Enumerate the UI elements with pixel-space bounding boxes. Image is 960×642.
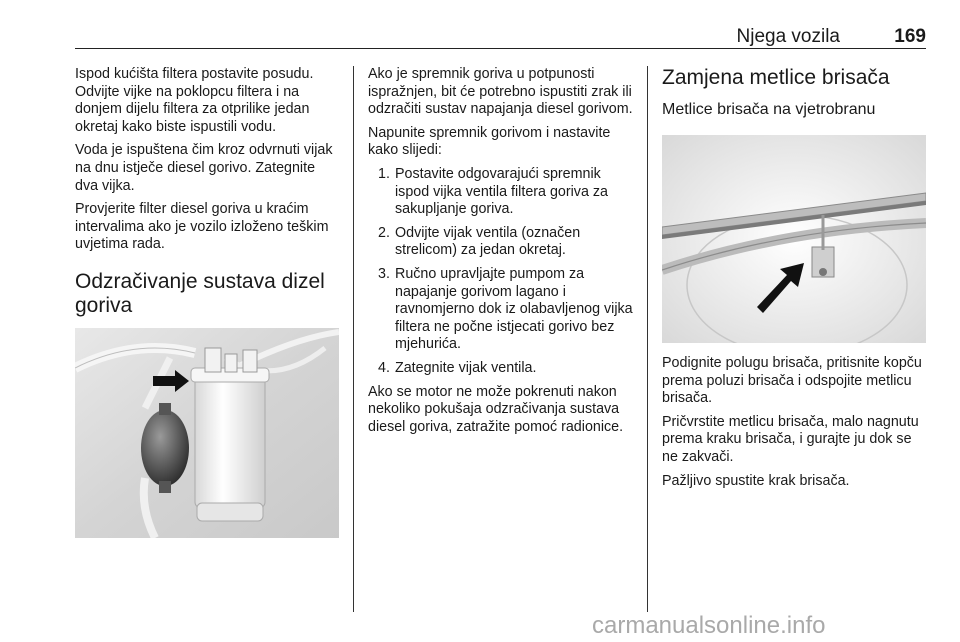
list-item: 1. Postavite odgovarajući spremnik ispod vijka ventila filtera goriva za sakupljanje goriva.	[378, 165, 608, 218]
list-item: 2. Odvijte vijak ventila (označen strelicom) za jedan okretaj.	[378, 224, 581, 259]
paragraph-empty-tank: Ako je spremnik goriva u potpunosti ispražnjen, bit će potrebno ispustiti zrak ili odzračiti sustav napajanja diesel gorivom.	[368, 66, 633, 118]
paragraph-contact-workshop: Ako se motor ne može pokrenuti nakon nekoliko pokušaja odzračivanja sustava diesel goriva, zatražite pomoć radionice.	[368, 383, 624, 435]
column-divider-right	[647, 66, 648, 612]
paragraph-lower-arm: Pažljivo spustite krak brisača.	[662, 472, 850, 489]
wiper-blade-illustration	[662, 135, 926, 343]
subheading-windscreen-wiper-blades: Metlice brisača na vjetrobranu	[662, 101, 876, 118]
paragraph-attach-blade: Pričvrstite metlicu brisača, malo nagnutu prema kraku brisača, i gurajte ju dok se ne zakvači.	[662, 413, 919, 465]
page-header	[75, 26, 926, 49]
paragraph-check-filter: Provjerite filter diesel goriva u kraćim intervalima ako je vozilo izloženo teškim uvjetima rada.	[75, 201, 329, 253]
heading-replace-wiper-blade: Zamjena metlice brisača	[662, 66, 890, 89]
page-number: 169	[894, 26, 926, 47]
list-item: 4. Zategnite vijak ventila.	[378, 359, 537, 376]
paragraph-fill-tank: Napunite spremnik gorivom i nastavite kako slijedi:	[368, 124, 611, 159]
fuel-filter-illustration	[75, 328, 339, 538]
column-divider-left	[353, 66, 354, 612]
paragraph-drain-water: Ispod kućišta filtera postavite posudu. Odvijte vijke na poklopcu filtera i na donjem dijelu filtera za otprilike jedan okretaj kako biste ispustili vodu.	[75, 66, 314, 135]
heading-bleeding-diesel-system: Odzračivanje sustava dizel goriva	[75, 269, 325, 317]
list-item: 3. Ručno upravljajte pumpom za napajanje gorivom lagano i ravnomjerno dok iz olabavljenog vijka filtera ne počne istjecati gorivo bez mjehurića.	[378, 265, 633, 353]
section-title: Njega vozila	[736, 26, 840, 47]
paragraph-lift-arm: Podignite polugu brisača, pritisnite kopču prema poluzi brisača i odspojite metlicu brisača.	[662, 355, 922, 407]
paragraph-water-drained: Voda je ispuštena čim kroz odvrnuti vijak na dnu istječe diesel gorivo. Zategnite dva vijka.	[75, 142, 333, 194]
bleeding-steps-list	[368, 166, 634, 378]
column-1	[75, 66, 341, 538]
watermark: carmanualsonline.info	[592, 612, 826, 639]
column-3	[662, 66, 928, 496]
column-2	[368, 66, 634, 442]
